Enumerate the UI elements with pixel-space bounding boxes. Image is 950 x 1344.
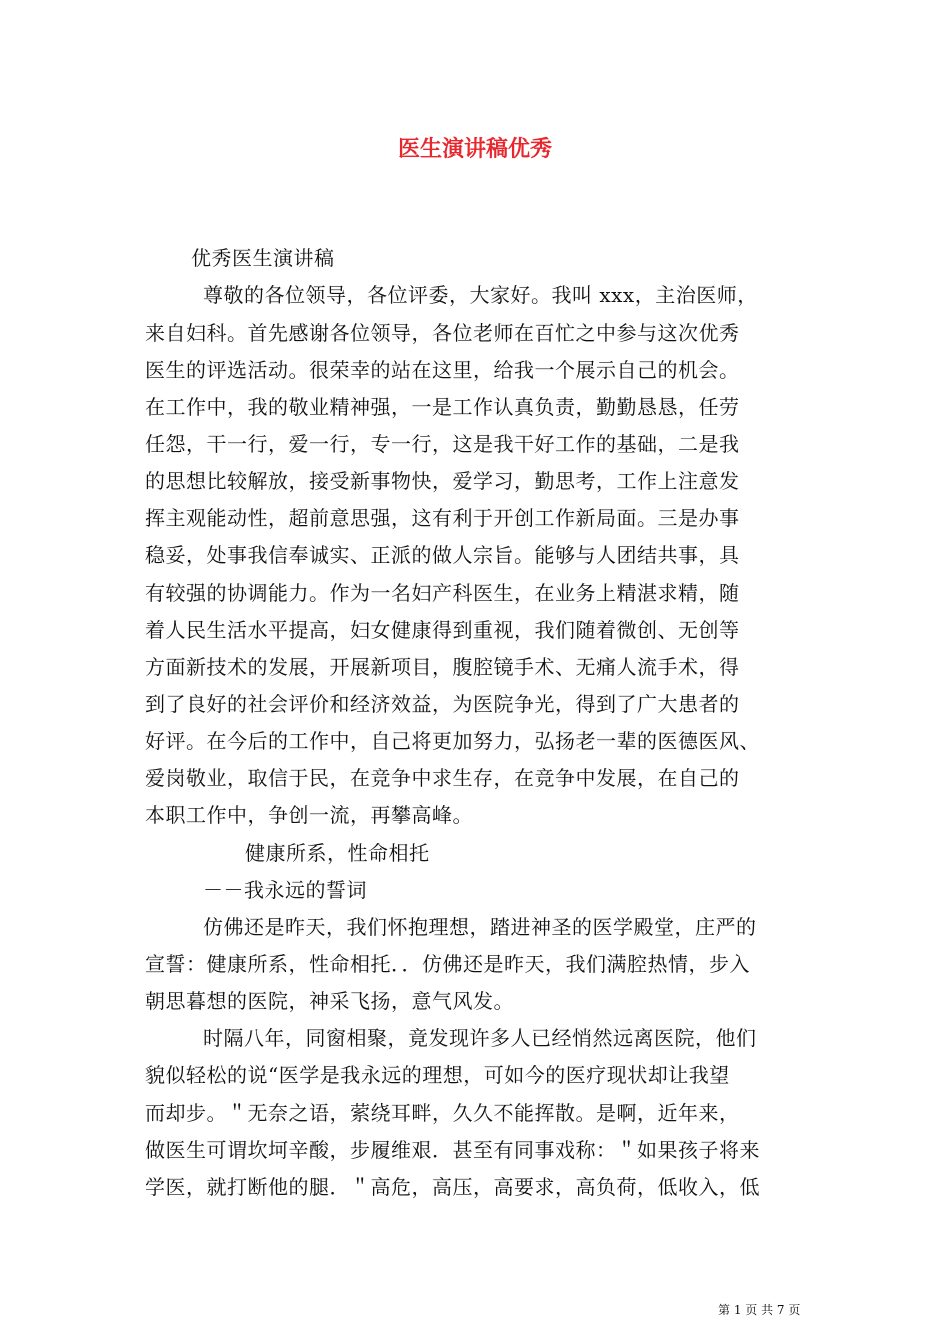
body-line: 着人民生活水平提高，妇女健康得到重视，我们随着微创、无创等 — [145, 618, 740, 642]
body-line: 优秀医生演讲稿 — [191, 246, 335, 270]
body-line: 做医生可谓坎坷辛酸，步履维艰．甚至有同事戏称：＂如果孩子将来 — [145, 1138, 760, 1162]
body-line: 来自妇科。首先感谢各位领导，各位老师在百忙之中参与这次优秀 — [145, 321, 740, 345]
body-line: 而却步。＂无奈之语，萦绕耳畔，久久不能挥散。是啊，近年来， — [145, 1101, 740, 1125]
body-line: 好评。在今后的工作中，自己将更加努力，弘扬老一辈的医德医风、 — [145, 729, 760, 753]
body-line: 宣誓：健康所系，性命相托．．仿佛还是昨天，我们满腔热情，步入 — [145, 952, 750, 976]
body-line: 朝思暮想的医院，神采飞扬，意气风发。 — [145, 989, 514, 1013]
body-line: 稳妥，处事我信奉诚实、正派的做人宗旨。能够与人团结共事，具 — [145, 543, 740, 567]
body-line: 尊敬的各位领导，各位评委，大家好。我叫 xxx，主治医师， — [203, 283, 758, 307]
body-line: 时隔八年，同窗相聚，竟发现许多人已经悄然远离医院，他们 — [203, 1026, 757, 1050]
document-title: 医生演讲稿优秀 — [397, 136, 552, 162]
body-line: 爱岗敬业，取信于民，在竞争中求生存，在竞争中发展，在自己的 — [145, 766, 740, 790]
body-line: 任怨，干一行，爱一行，专一行，这是我干好工作的基础，二是我 — [145, 432, 740, 456]
body-line: 在工作中，我的敬业精神强，一是工作认真负责，勤勤恳恳，任劳 — [145, 395, 740, 419]
body-line: 方面新技术的发展，开展新项目，腹腔镜手术、无痛人流手术，得 — [145, 655, 740, 679]
section-heading: 健康所系，性命相托 — [245, 841, 430, 865]
body-line: 本职工作中，争创一流，再攀高峰。 — [145, 803, 473, 827]
body-line: 到了良好的社会评价和经济效益，为医院争光，得到了广大患者的 — [145, 692, 740, 716]
body-line: 的思想比较解放，接受新事物快，爱学习，勤思考，工作上注意发 — [145, 469, 740, 493]
body-line: 仿佛还是昨天，我们怀抱理想，踏进神圣的医学殿堂，庄严的 — [203, 915, 757, 939]
body-line: 貌似轻松的说“医学是我永远的理想，可如今的医疗现状却让我望 — [145, 1063, 730, 1087]
body-line: 有较强的协调能力。作为一名妇产科医生，在业务上精湛求精，随 — [145, 581, 740, 605]
body-line: 学医，就打断他的腿．＂高危，高压，高要求，高负荷，低收入，低 — [145, 1175, 760, 1199]
body-line: 挥主观能动性，超前意思强，这有利于开创工作新局面。三是办事 — [145, 506, 740, 530]
page-number: 第 1 页 共 7 页 — [718, 1303, 801, 1317]
body-line: 医生的评选活动。很荣幸的站在这里，给我一个展示自己的机会。 — [145, 358, 740, 382]
section-subheading: －－我永远的誓词 — [203, 878, 367, 902]
